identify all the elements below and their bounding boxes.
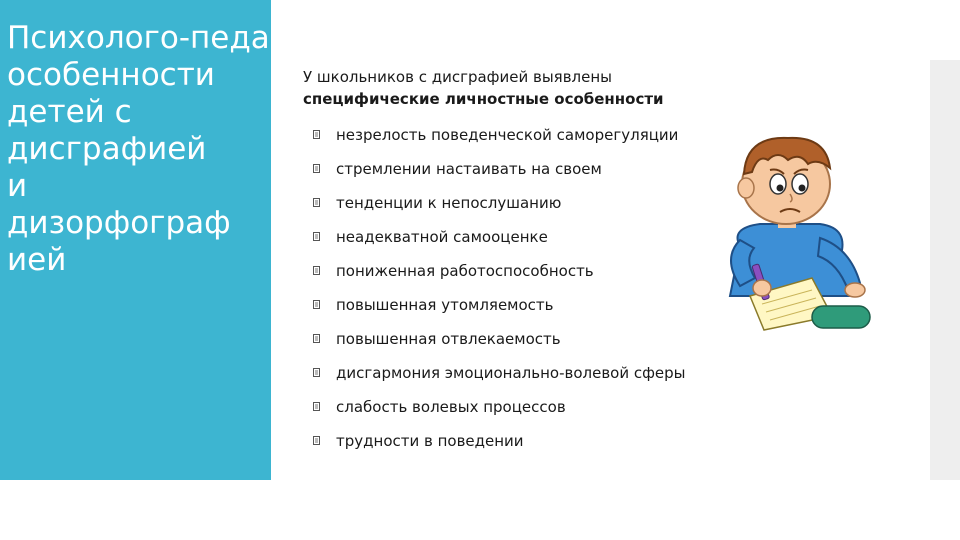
list-item-text: стремлении настаивать на своем xyxy=(336,160,602,178)
intro-paragraph xyxy=(303,66,903,110)
list-item xyxy=(313,254,686,288)
list-item-text: повышенная отвлекаемость xyxy=(336,330,561,348)
boy-writing-illustration xyxy=(700,128,880,338)
square-bullet-icon xyxy=(313,402,320,411)
square-bullet-icon xyxy=(313,232,320,241)
list-item xyxy=(313,424,686,458)
list-item xyxy=(313,288,686,322)
list-item xyxy=(313,322,686,356)
list-item-text: незрелость поведенческой саморегуляции xyxy=(336,126,679,144)
list-item xyxy=(313,186,686,220)
square-bullet-icon xyxy=(313,266,320,275)
bullet-list xyxy=(313,118,686,458)
list-item xyxy=(313,152,686,186)
square-bullet-icon xyxy=(313,436,320,445)
list-item xyxy=(313,220,686,254)
square-bullet-icon xyxy=(313,300,320,309)
square-bullet-icon xyxy=(313,198,320,207)
intro-bold-text: специфические личностные особенности xyxy=(303,90,664,108)
slide-title: Психолого-педагогические особенности детей с дисграфией и дизорфограф ией xyxy=(7,20,454,278)
list-item xyxy=(313,356,686,390)
list-item-text: трудности в поведении xyxy=(336,432,524,450)
list-item-text: тенденции к непослушанию xyxy=(336,194,562,212)
intro-text: У школьников с дисграфией выявлены xyxy=(303,68,613,86)
list-item-text: дисгармония эмоционально-волевой сферы xyxy=(336,364,686,382)
square-bullet-icon xyxy=(313,130,320,139)
square-bullet-icon xyxy=(313,334,320,343)
list-item-text: слабость волевых процессов xyxy=(336,398,566,416)
list-item xyxy=(313,118,686,152)
list-item-text: неадекватной самооценке xyxy=(336,228,548,246)
list-item xyxy=(313,390,686,424)
square-bullet-icon xyxy=(313,164,320,173)
right-decor-strip xyxy=(930,60,960,480)
square-bullet-icon xyxy=(313,368,320,377)
list-item-text: повышенная утомляемость xyxy=(336,296,554,314)
list-item-text: пониженная работоспособность xyxy=(336,262,594,280)
